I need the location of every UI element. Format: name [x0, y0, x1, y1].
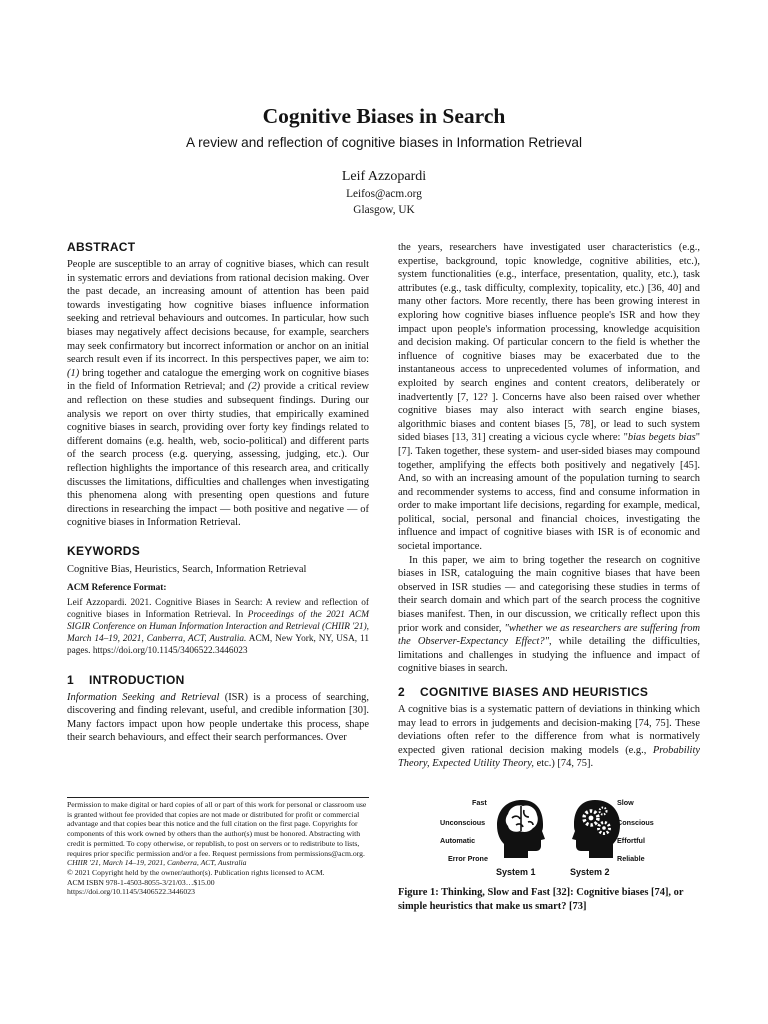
acm-reference-label: ACM Reference Format: [67, 583, 167, 594]
section2-para-1 [398, 703, 700, 771]
conference-line: CHIIR '21, March 14–19, 2021, Canberra, ACT, Australia [67, 858, 247, 868]
acm-reference [67, 582, 369, 657]
author-location: Glasgow, UK [353, 203, 415, 216]
abstract-heading: ABSTRACT [67, 240, 136, 254]
keywords-heading: KEYWORDS [67, 543, 141, 558]
label-effortful: Effortful [617, 836, 645, 845]
section2-title: COGNITIVE BIASES AND HEURISTICS [420, 685, 649, 699]
paper-subtitle: A review and reflection of cognitive biases in Information Retrieval [186, 135, 582, 150]
intro-para2-quote: "whether we as researchers are suffering from the Observer-Expectancy Effect?" [398, 622, 700, 648]
abstract-enum-1: (1) [67, 367, 80, 379]
brain-head-icon [492, 798, 554, 866]
label-slow: Slow [617, 798, 634, 807]
abstract-text-3: provide a critical review and reflection on these studies and subsequent findings. During our analysis we report on over thirty studies, that empirically examined cognitive biases in search, providing over forty key findings related to different domains (e.g. health, web, socio-political) and different parts of the search process (e.g. querying, assessing, judging, etc.). Our reflection highlights the importance of this research area, and critically discusses the limitations, difficulties and challenges when investigating this phenomena along with presenting open questions and future directions in researching the impact — both positive and negative — of cognitive biases in Information Retrieval. [67, 381, 369, 529]
figure-1 [428, 793, 658, 881]
author-block [0, 167, 768, 218]
right-column [398, 241, 700, 771]
section2-models: Probability Theory, Expected Utility Theory, [398, 744, 700, 770]
intro-para-1-cont [398, 241, 700, 554]
intro-para2-text-1: In this paper, we aim to bring together the research on cognitive biases in ISR, cataloguing the main cognitive biases that have been observed in ISR studies — and categorising these studies in terms of their search domain and which part of the search process the cognitive biases manifest. Then, in our discussion, we critically reflect upon this prior work and consider, [398, 554, 700, 634]
acm-reference-text-2: ACM, New York, NY, USA, 11 pages. https://doi.org/10.1145/3406522.3446023 [67, 634, 370, 657]
figure-caption: Figure 1: Thinking, Slow and Fast [32]: Cognitive biases [74], or simple heuristics that make us smart? [73] [398, 887, 684, 912]
intro-number: 1 [67, 672, 74, 687]
label-error-prone: Error Prone [448, 854, 488, 863]
intro-para-2 [398, 554, 700, 676]
system-2-label: System 2 [570, 867, 610, 877]
footnote-rule [67, 797, 369, 798]
intro-cont-2: " [7]. Taken together, these system- and user-sided biases may compound together, amplifying the effects both positively and negatively [45]. And, so with an increasing amount of the population turning to search and recommender systems to access, find and consume information in order to make important life decisions, regarding for example, medical, political, social, personal and financial choices, investigating the influence and impact of cognitive biases with ISR is of economic and societal importance. [398, 432, 701, 553]
intro-title: INTRODUCTION [89, 672, 185, 687]
section2-number: 2 [398, 685, 405, 699]
system-1-label: System 1 [496, 867, 536, 877]
abstract-text-1: People are susceptible to an array of cognitive biases, which can result in systematic errors and deviations from rational decision making. Over the past decade, an increasing amount of attention has been paid towards investigating how cognitive biases influence information seeking and retrieval behaviours and outcomes. In particular, how such biases may negatively affect decisions because, for example, searchers may seek confirmatory but incorrect information or anchor on an initial search result even if its incorrect. In this perspectives paper, we aim to: [67, 259, 369, 366]
acm-reference-venue: Proceedings of the 2021 ACM SIGIR Conference on Human Information Interaction and Retrieval (CHIIR '21), March 14–19, 2021, Canberra, ACT, Australia. [67, 609, 369, 645]
label-unconscious: Unconscious [440, 818, 486, 827]
section2-text-1: A cognitive bias is a systematic pattern of deviations in thinking which may lead to errors in judgements and decision-making [74, 75]. These deviations often refer to the difference from what is normatively expected given rational decision making models (e.g., [398, 704, 700, 756]
doi-line[interactable]: https://doi.org/10.1145/3406522.3446023 [67, 887, 195, 897]
author-name: Leif Azzopardi [341, 169, 427, 184]
label-reliable: Reliable [617, 854, 645, 863]
intro-term: Information Seeking and Retrieval [67, 691, 220, 703]
intro-cont-1: the years, researchers have investigated user characteristics (e.g., expertise, background, topic knowledge, cognitive abilities, etc.), system functionalities (e.g., interface, presentation, quality, etc.), task attributes (e.g., task difficulty, complexity, topicality, etc.) [36, 40] and many other factors. More recently, there has been growing interest in exploring how cognitive biases influence people's ISR and how they impact upon people's information processing, knowledge acquisition and decision making. Of particular concern to the field is whether the influence of cognitive biases may be exacerbated due to the instantaneous access to unprecedented volumes of information, and exploited by search engines and content creators, deliberately or inadvertently [7, 12? ]. Concerns have also been raised over whether cognitive biases may also interact with search engine biases, algorithmic biases and content biases [5, 78], or lead to such system sided biases [13, 31] creating a vicious cycle where: " [398, 242, 700, 444]
left-column [67, 239, 369, 745]
copyright-line: © 2021 Copyright held by the owner/author(s). Publication rights licensed to ACM. [67, 867, 325, 877]
intro-para-1-start [67, 691, 369, 745]
permission-text: Permission to make digital or hard copies of all or part of this work for personal or classroom use is granted without fee provided that copies are not made or distributed for profit or commercial advantage and that copies bear this notice and the full citation on the first page. Copyrights for components of this work owned by others than the author(s) must be honored. Abstracting with credit is permitted. To copy otherwise, or republish, to post on servers or to redistribute to lists, requires prior specific permission and/or a fee. Request permissions from permissions@acm.org. [67, 800, 367, 858]
acm-reference-text [67, 597, 369, 658]
gears-head-icon [563, 798, 625, 866]
label-automatic: Automatic [440, 836, 476, 845]
isbn-line: ACM ISBN 978-1-4503-8055-3/21/03…$15.00 [67, 877, 215, 887]
author-email: Leifos@acm.org [346, 188, 422, 200]
acm-reference-text-1: Leif Azzopardi. 2021. Cognitive Biases in Search: A review and reflection of cognitive biases in Information Retrieval. In [67, 597, 369, 620]
label-conscious: Conscious [617, 818, 654, 827]
intro-text-1: (ISR) is a process of searching, discovering and finding relevant, useful, and credible information [30]. Many factors impact upon how people undertake this process, shape their search behaviours, and effect their search performances. Over [67, 691, 369, 744]
label-fast: Fast [472, 798, 487, 807]
section2-text-2: etc.) [74, 75]. [533, 758, 594, 770]
intro-heading [67, 672, 369, 688]
abstract-body [67, 258, 369, 530]
permission-footer [67, 800, 369, 897]
abstract-text-2: bring together and catalogue the emerging work on cognitive biases in the field of Information Retrieval; and [67, 367, 369, 393]
abstract-enum-2: (2) [247, 381, 261, 393]
intro-quote: bias begets bias [627, 432, 696, 444]
section2-heading [398, 684, 700, 700]
intro-para2-text-2: , while detailing the difficulties, limitations and challenges in studying the influence and impact of cognitive biases in search. [398, 636, 700, 675]
paper-title: Cognitive Biases in Search [262, 104, 506, 128]
keywords-text: Cognitive Bias, Heuristics, Search, Information Retrieval [67, 563, 307, 575]
